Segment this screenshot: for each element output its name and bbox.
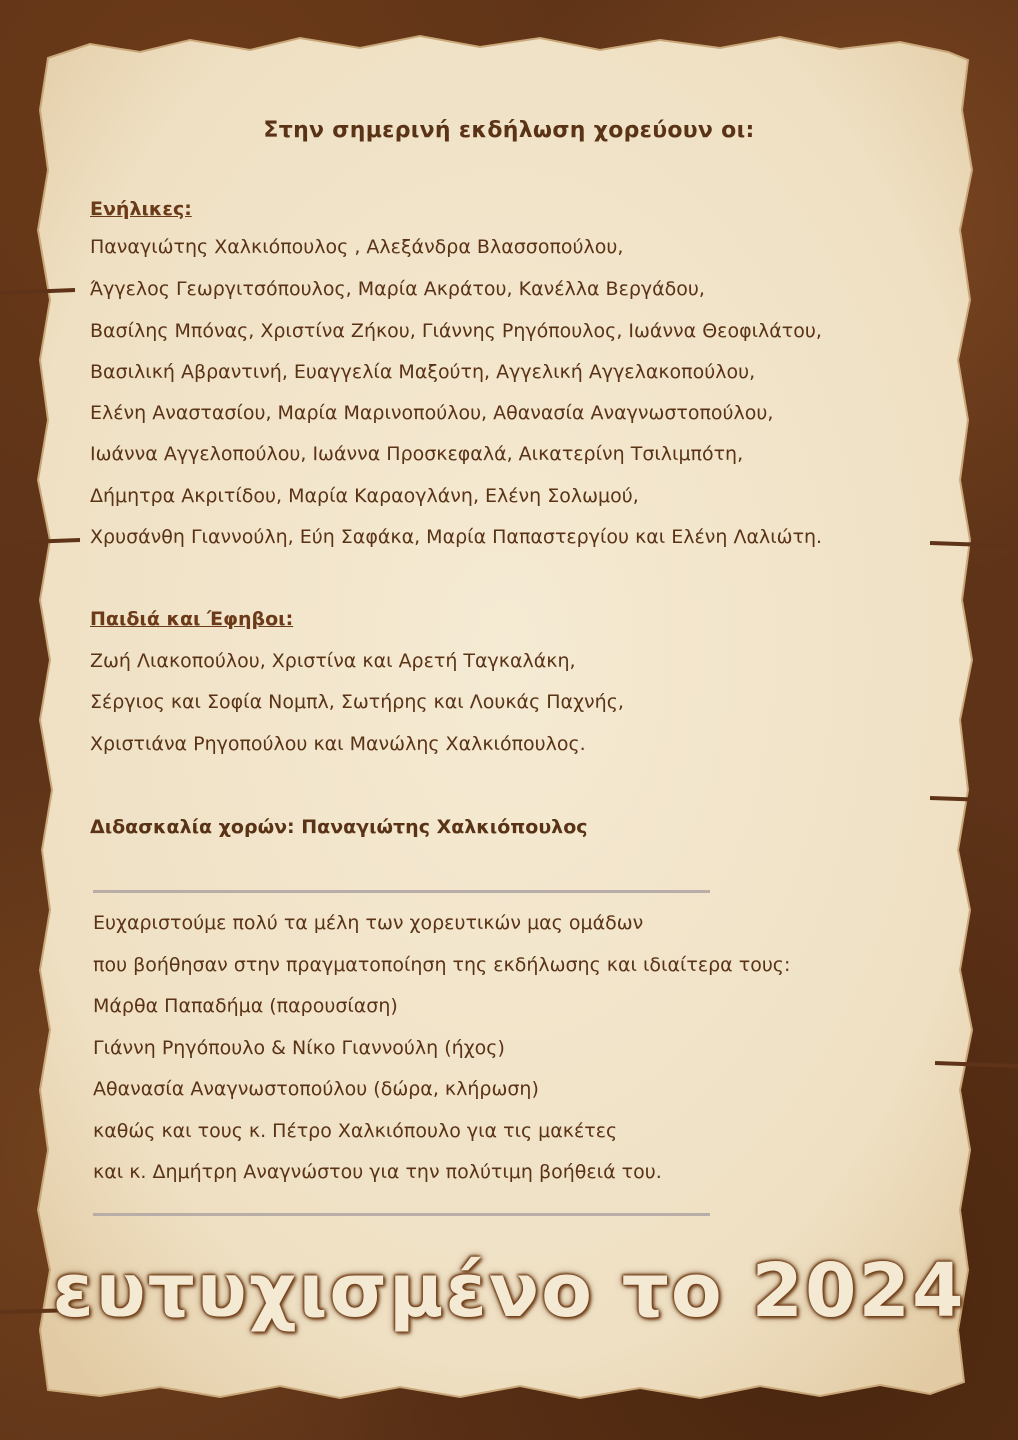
adults-line: Ελένη Αναστασίου, Μαρία Μαρινοπούλου, Αθανασία Αναγνωστοπούλου, <box>90 402 774 424</box>
dance-teacher: Διδασκαλία χορών: Παναγιώτης Χαλκιόπουλος <box>90 816 588 838</box>
thanks-line: και κ. Δημήτρη Αναγνώστου για την πολύτιμη βοήθειά του. <box>93 1161 662 1183</box>
adults-line: Άγγελος Γεωργιτσόπουλος, Μαρία Ακράτου, Κανέλλα Βεργάδου, <box>90 278 705 300</box>
new-year-greeting: ευτυχισμένο το 2024 <box>52 1248 966 1334</box>
adults-line: Βασιλική Αβραντινή, Ευαγγελία Μαξούτη, Αγγελική Αγγελακοπούλου, <box>90 361 756 383</box>
thanks-line: καθώς και τους κ. Πέτρο Χαλκιόπουλο για τις μακέτες <box>93 1120 618 1142</box>
page-heading: Στην σημερινή εκδήλωση χορεύουν οι: <box>263 118 755 143</box>
thanks-line: Ευχαριστούμε πολύ τα μέλη των χορευτικών μας ομάδων <box>93 912 644 934</box>
children-section-title: Παιδιά και Έφηβοι: <box>90 608 294 630</box>
adults-line: Δήμητρα Ακριτίδου, Μαρία Καραογλάνη, Ελένη Σολωμού, <box>90 485 639 507</box>
adults-line: Παναγιώτης Χαλκιόπουλος , Αλεξάνδρα Βλασσοπούλου, <box>90 236 624 258</box>
divider-bottom <box>93 1213 710 1216</box>
adults-section-title: Ενήλικες: <box>90 198 192 220</box>
thanks-line: Μάρθα Παπαδήμα (παρουσίαση) <box>93 995 398 1017</box>
children-line: Ζωή Λιακοπούλου, Χριστίνα και Αρετή Ταγκαλάκη, <box>90 650 576 672</box>
thanks-line: Αθανασία Αναγνωστοπούλου (δώρα, κλήρωση) <box>93 1078 539 1100</box>
children-line: Χριστιάνα Ρηγοπούλου και Μανώλης Χαλκιόπουλος. <box>90 733 586 755</box>
adults-line: Ιωάννα Αγγελοπούλου, Ιωάννα Προσκεφαλά, Αικατερίνη Τσιλιμπότη, <box>90 443 744 465</box>
children-line: Σέργιος και Σοφία Νομπλ, Σωτήρης και Λουκάς Παχνής, <box>90 691 624 713</box>
adults-line: Βασίλης Μπόνας, Χριστίνα Ζήκου, Γιάννης Ρηγόπουλος, Ιωάννα Θεοφιλάτου, <box>90 320 822 342</box>
thanks-line: που βοήθησαν στην πραγματοποίηση της εκδήλωσης και ιδιαίτερα τους: <box>93 954 791 976</box>
thanks-line: Γιάννη Ρηγόπουλο & Νίκο Γιαννούλη (ήχος) <box>93 1037 505 1059</box>
adults-line: Χρυσάνθη Γιαννούλη, Εύη Σαφάκα, Μαρία Παπαστεργίου και Ελένη Λαλιώτη. <box>90 526 823 548</box>
divider-top <box>93 890 710 893</box>
